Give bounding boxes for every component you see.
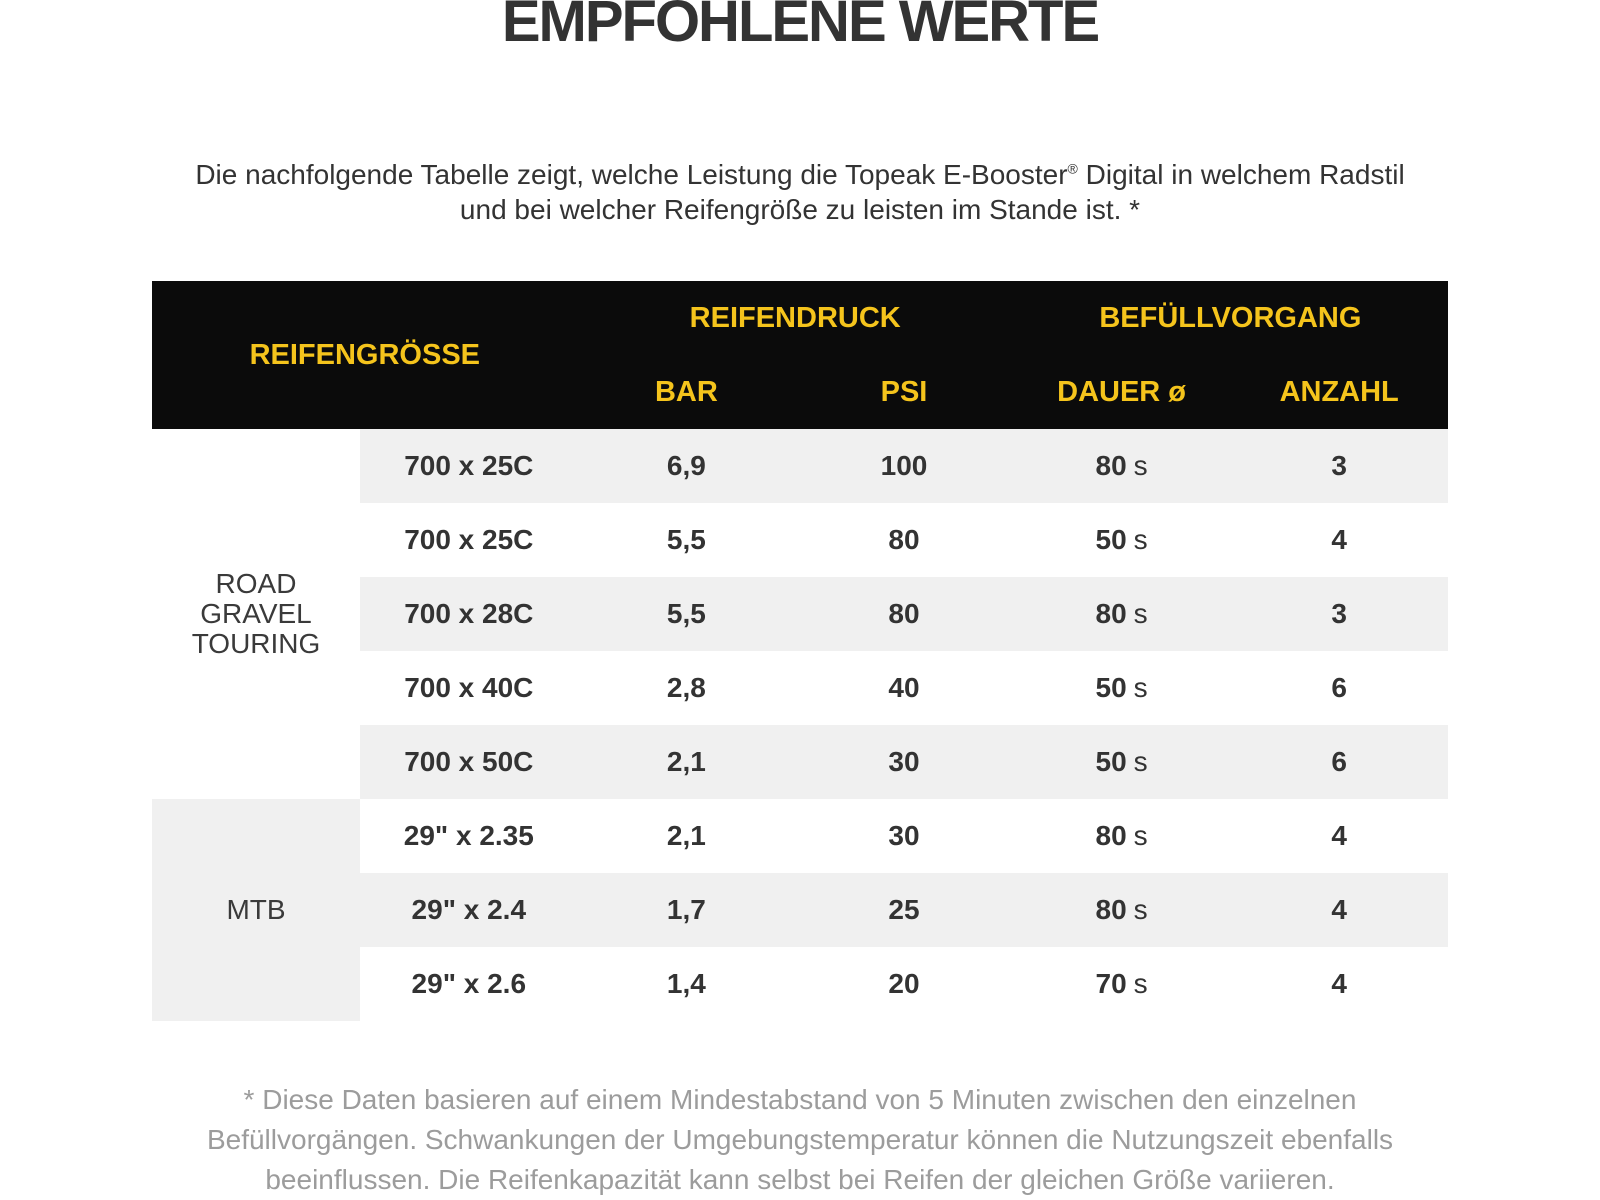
cell-bar: 5,5 [666,598,706,629]
cell-duration [1013,503,1231,577]
category-road-label [192,569,321,659]
header-bar: BAR [654,375,718,408]
cell-duration [1013,947,1231,1021]
cell-count: 6 [1331,672,1347,703]
recommended-values-table [152,281,1448,1021]
cell-duration [1013,799,1231,873]
header-count: ANZAHL [1279,375,1399,408]
cell-psi: 100 [880,450,928,481]
cell-count: 4 [1331,820,1347,851]
cell-size: 700 x 50C [404,746,534,777]
cell-size: 700 x 25C [404,524,534,555]
cell-size: 29" x 2.6 [411,968,527,999]
duration-value: 70 [1095,968,1127,999]
cell-bar: 1,7 [666,894,706,925]
cell-bar: 6,9 [666,450,706,481]
category-mtb-label: MTB [226,894,286,925]
cell-bar: 2,1 [666,820,706,851]
cell-psi: 25 [888,894,920,925]
table-row [360,651,1448,725]
duration-value: 50 [1095,524,1127,555]
duration-unit: s [1133,746,1148,777]
cell-count: 3 [1331,598,1347,629]
duration-unit: s [1133,968,1148,999]
cell-count: 3 [1331,450,1347,481]
table-body [152,429,1448,1021]
table-row [360,799,1448,873]
duration-value: 80 [1095,894,1127,925]
table-row [360,947,1448,1021]
cell-bar: 5,5 [666,524,706,555]
cell-bar: 2,1 [666,746,706,777]
duration-value: 50 [1095,746,1127,777]
duration-unit: s [1133,820,1148,851]
cell-size: 700 x 25C [404,450,534,481]
duration-unit: s [1133,598,1148,629]
intro-line1-post: Digital in welchem Radstil [1077,159,1405,191]
cell-size: 29" x 2.4 [411,894,527,925]
duration-value: 80 [1095,450,1127,481]
footnote-line1: * Diese Daten basieren auf einem Mindestabstand von 5 Minuten zwischen den einzelnen [243,1084,1357,1115]
cell-bar: 2,8 [666,672,706,703]
cell-duration [1013,873,1231,947]
table-row [360,873,1448,947]
cell-duration [1013,651,1231,725]
cell-count: 6 [1331,746,1347,777]
table-row [360,725,1448,799]
cell-size: 29" x 2.35 [403,820,534,851]
footnote-line3: beeinflussen. Die Reifenkapazität kann selbst bei Reifen der gleichen Größe variieren. [265,1164,1335,1195]
cell-size: 700 x 40C [404,672,534,703]
duration-unit: s [1133,894,1148,925]
duration-value: 50 [1095,672,1127,703]
cell-duration [1013,725,1231,799]
cell-size: 700 x 28C [404,598,534,629]
cell-count: 4 [1331,968,1347,999]
footnote-text [0,1080,1600,1200]
table-row [360,577,1448,651]
category-column [152,429,360,1021]
table-row [360,503,1448,577]
data-rows [360,429,1448,1021]
cell-psi: 40 [888,672,920,703]
header-duration: DAUER ø [1057,375,1187,408]
cell-psi: 30 [888,746,920,777]
page-title: EMPFOHLENE WERTE [501,0,1099,54]
duration-unit: s [1133,672,1148,703]
header-psi: PSI [880,375,928,408]
duration-unit: s [1133,524,1148,555]
cell-psi: 80 [888,598,920,629]
category-road-line1: ROAD [215,568,297,599]
duration-value: 80 [1095,820,1127,851]
cell-bar: 1,4 [666,968,706,999]
registered-trademark-symbol: ® [1067,161,1078,177]
intro-line1 [195,159,1404,190]
cell-psi: 20 [888,968,920,999]
duration-unit: s [1133,450,1148,481]
table-row [360,429,1448,503]
header-tire-pressure: REIFENDRUCK [689,301,901,334]
footnote-line2: Befüllvorgängen. Schwankungen der Umgebungstemperatur können die Nutzungszeit ebenfalls [206,1124,1394,1155]
header-tire-size: REIFENGRÖSSE [249,338,481,371]
intro-line1-pre: Die nachfolgende Tabelle zeigt, welche Leistung die Topeak E-Booster [195,159,1068,191]
cell-count: 4 [1331,524,1347,555]
intro-line2: und bei welcher Reifengröße zu leisten im Stande ist. * [459,194,1141,226]
header-inflation: BEFÜLLVORGANG [1099,301,1362,334]
cell-psi: 30 [888,820,920,851]
category-road-line3: TOURING [191,628,321,659]
cell-psi: 80 [888,524,920,555]
table-header [152,281,1448,429]
duration-value: 80 [1095,598,1127,629]
intro-text [0,152,1600,227]
category-road-gravel-touring [152,429,360,799]
cell-count: 4 [1331,894,1347,925]
cell-duration [1013,429,1231,503]
cell-duration [1013,577,1231,651]
category-road-line2: GRAVEL [200,598,312,629]
category-mtb [152,799,360,1021]
